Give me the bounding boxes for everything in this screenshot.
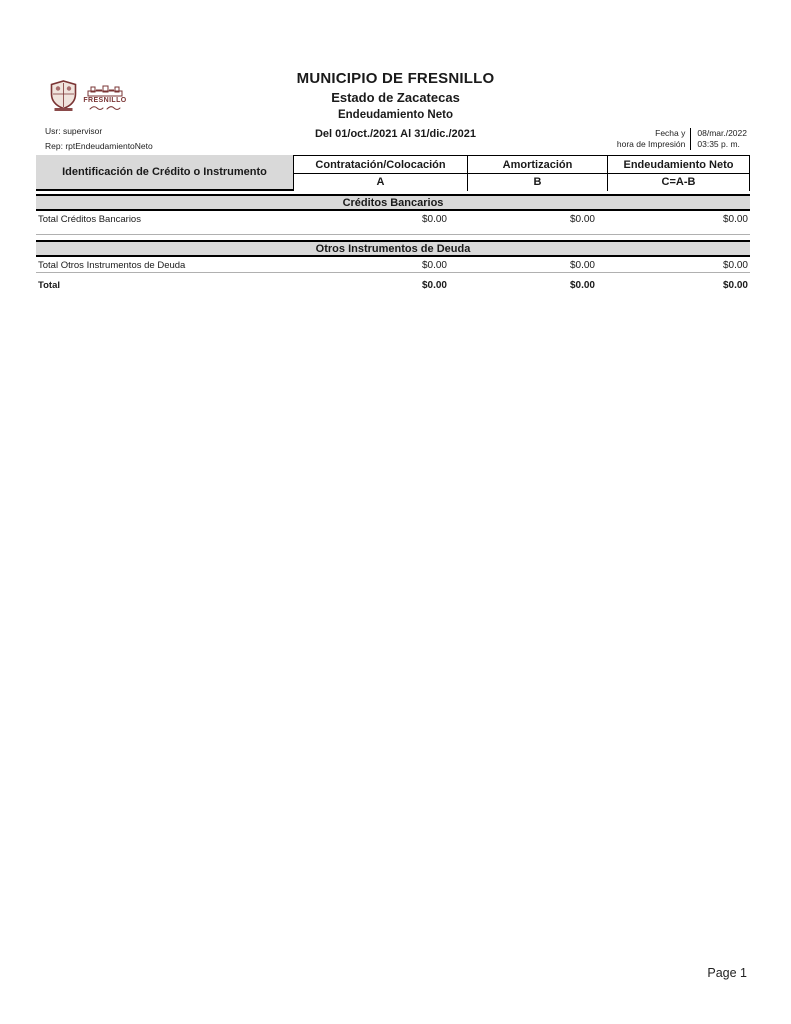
print-time: 03:35 p. m.	[697, 139, 740, 149]
print-label-line2: hora de Impresión	[616, 139, 686, 149]
page-number: Page 1	[707, 966, 747, 980]
column-header-amortizacion	[467, 155, 607, 191]
page-title: MUNICIPIO DE FRESNILLO	[296, 70, 495, 87]
row-value-b: $0.00	[569, 280, 595, 291]
table-row	[36, 211, 750, 235]
wordmark-text: FRESNILLO	[83, 96, 127, 104]
row-label: Total Créditos Bancarios	[38, 214, 141, 225]
row-value-a: $0.00	[421, 260, 447, 271]
debt-table	[36, 155, 750, 295]
user-label: Usr: supervisor	[45, 126, 103, 136]
section-band-creditos-bancarios: Créditos Bancarios	[36, 194, 750, 211]
print-info-labels	[617, 128, 691, 150]
row-label: Total Otros Instrumentos de Deuda	[38, 260, 186, 271]
column-header-amortizacion-letter: B	[533, 176, 542, 188]
row-value-b: $0.00	[569, 214, 595, 225]
column-header-contratacion	[293, 155, 467, 191]
print-date: 08/mar./2022	[697, 128, 747, 138]
row-value-a: $0.00	[421, 214, 447, 225]
print-info	[617, 128, 747, 150]
column-header-identification: Identificación de Crédito o Instrumento	[36, 155, 293, 191]
report-period: Del 01/oct./2021 Al 31/dic./2021	[314, 128, 477, 140]
column-header-endeudamiento	[607, 155, 750, 191]
row-value-c: $0.00	[722, 280, 748, 291]
print-info-values	[690, 128, 747, 150]
report-id-label: Rep: rptEndeudamientoNeto	[45, 141, 153, 151]
section-band-otros-instrumentos: Otros Instrumentos de Deuda	[36, 240, 750, 257]
column-header-endeudamiento-title: Endeudamiento Neto	[608, 156, 749, 174]
row-value-c: $0.00	[722, 214, 748, 225]
table-header-row	[36, 155, 750, 191]
table-row	[36, 257, 750, 273]
column-header-contratacion-letter: A	[376, 176, 385, 188]
report-name: Endeudamiento Neto	[337, 109, 453, 121]
row-value-c: $0.00	[722, 260, 748, 271]
row-value-b: $0.00	[569, 260, 595, 271]
column-header-amortizacion-title: Amortización	[468, 156, 607, 174]
print-label-line1: Fecha y	[655, 128, 686, 138]
row-label: Total	[38, 280, 60, 291]
page-subtitle: Estado de Zacatecas	[331, 90, 460, 105]
column-header-endeudamiento-letter: C=A-B	[661, 176, 696, 188]
table-row-total	[36, 273, 750, 295]
column-header-contratacion-title: Contratación/Colocación	[294, 156, 467, 174]
row-value-a: $0.00	[421, 280, 447, 291]
